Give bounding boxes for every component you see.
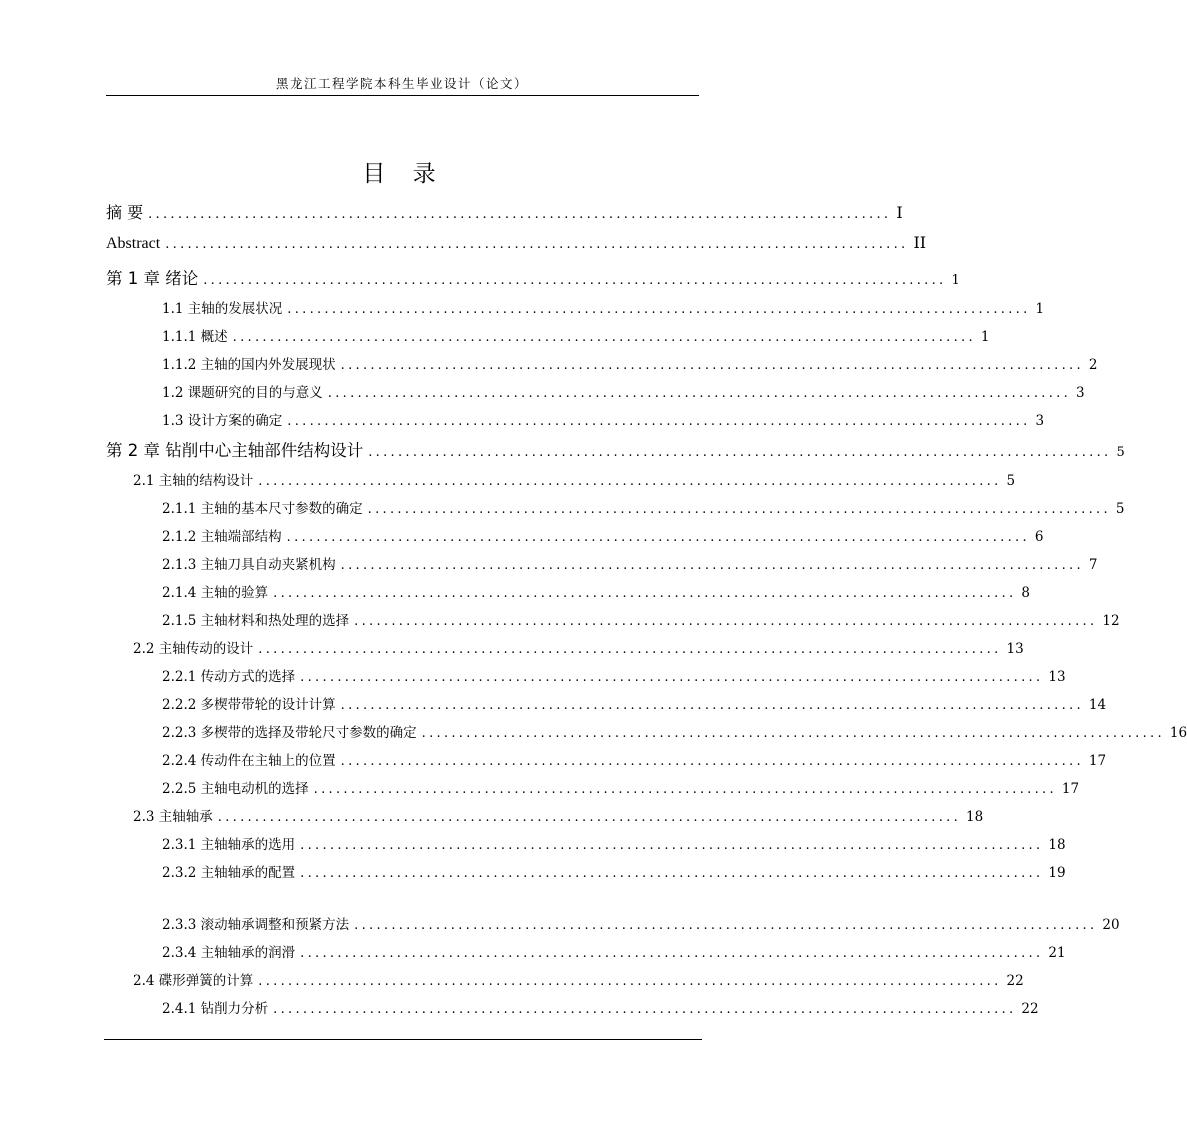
toc-entry-page: 14: [1088, 697, 1107, 713]
toc-entry-1-3[interactable]: [162, 409, 1045, 429]
toc-entry-page: 17: [1061, 781, 1080, 797]
toc-entry-2-4-1[interactable]: [162, 997, 1039, 1017]
toc-leader-dots: ....................................................................................................: [368, 445, 1112, 460]
toc-entry-page: 5: [1115, 501, 1125, 517]
toc-entry-2-1-5[interactable]: [162, 609, 1120, 629]
toc-entry-2-2[interactable]: [133, 637, 1024, 657]
toc-entry-2-1-3[interactable]: [162, 553, 1098, 573]
toc-entry-2-3-1[interactable]: [162, 833, 1066, 853]
toc-entry-page: 12: [1102, 613, 1120, 629]
toc-leader-dots: ....................................................................................................: [340, 754, 1084, 769]
toc-entry-page: 13: [1006, 641, 1024, 657]
running-header: 黑龙江工程学院本科生毕业设计（论文）: [275, 76, 528, 91]
toc-entry-label: 1.3 设计方案的确定: [162, 413, 283, 429]
toc-entry-page: 16: [1169, 725, 1187, 741]
toc-entry-page: 5: [1006, 473, 1016, 489]
toc-entry-page: 22: [1021, 1001, 1039, 1017]
toc-entry-2-2-3[interactable]: [162, 721, 1187, 741]
toc-leader-dots: ....................................................................................................: [313, 782, 1057, 797]
toc-entry-2-3-3[interactable]: [162, 913, 1120, 933]
toc-entry-page: 13: [1048, 669, 1066, 685]
toc-entry-label: 1.1 主轴的发展状况: [162, 301, 283, 317]
toc-leader-dots: ....................................................................................................: [165, 237, 909, 252]
toc-entry-page: I: [896, 203, 903, 222]
toc-leader-dots: ....................................................................................................: [258, 474, 1002, 489]
toc-entry-page: 20: [1102, 917, 1120, 933]
toc-leader-dots: ....................................................................................................: [287, 414, 1031, 429]
toc-entry-label: 2.2.5 主轴电动机的选择: [162, 781, 309, 797]
toc-entry-label: 2.1.5 主轴材料和热处理的选择: [162, 613, 350, 629]
toc-entry-page: 1: [951, 273, 960, 288]
toc-entry-label: 1.2 课题研究的目的与意义: [162, 385, 323, 401]
toc-entry-2-3-2[interactable]: [162, 861, 1066, 881]
toc-entry-label: 2.2.2 多楔带带轮的设计计算: [162, 697, 336, 713]
toc-entry-2-4[interactable]: [133, 969, 1024, 989]
toc-entry-label: 2.3.1 主轴轴承的选用: [162, 837, 296, 853]
toc-entry-page: 21: [1048, 945, 1066, 961]
toc-entry-page: 7: [1088, 557, 1098, 573]
toc-entry-page: 1: [980, 329, 990, 345]
toc-leader-dots: ....................................................................................................: [217, 810, 961, 825]
footer-rule: [104, 1039, 702, 1040]
toc-entry-page: 17: [1088, 753, 1107, 769]
toc-entry-label: 2.1 主轴的结构设计: [133, 473, 254, 489]
toc-entry-page: 18: [1048, 837, 1066, 853]
toc-leader-dots: ....................................................................................................: [286, 530, 1030, 545]
toc-entry-page: 3: [1076, 385, 1085, 401]
toc-leader-dots: ....................................................................................................: [273, 586, 1017, 601]
toc-leader-dots: ....................................................................................................: [340, 558, 1084, 573]
toc-entry-page: 1: [1035, 301, 1045, 317]
toc-leader-dots: ....................................................................................................: [300, 866, 1044, 881]
toc-entry-page: 19: [1048, 865, 1066, 881]
toc-entry-label: 2.2.1 传动方式的选择: [162, 669, 296, 685]
toc-entry-label: 2.3.3 滚动轴承调整和预紧方法: [162, 917, 350, 933]
toc-leader-dots: ....................................................................................................: [340, 698, 1084, 713]
toc-entry-page: II: [913, 233, 927, 252]
toc-entry-label: 第 1 章 绪论: [106, 269, 199, 288]
toc-entry-page: 18: [966, 809, 984, 825]
toc-entry-label: 2.2.4 传动件在主轴上的位置: [162, 753, 336, 769]
toc-leader-dots: ....................................................................................................: [367, 502, 1111, 517]
toc-entry-label: 2.1.2 主轴端部结构: [162, 529, 282, 545]
toc-entry-label: 2.3.4 主轴轴承的润滑: [162, 945, 296, 961]
toc-entry-label: 1.1.1 概述: [162, 329, 228, 345]
toc-entry-page: 2: [1088, 357, 1098, 373]
toc-entry-1-1[interactable]: [162, 297, 1045, 317]
toc-entry-label: 2.3.2 主轴轴承的配置: [162, 865, 296, 881]
toc-leader-dots: ....................................................................................................: [287, 302, 1031, 317]
toc-entry-chapter-2[interactable]: [106, 437, 1125, 461]
toc-leader-dots: ....................................................................................................: [203, 273, 947, 288]
toc-leader-dots: ....................................................................................................: [354, 918, 1098, 933]
toc-entry-page: 6: [1034, 529, 1044, 545]
toc-entry-label: 2.1.1 主轴的基本尺寸参数的确定: [162, 501, 363, 517]
toc-entry-2-2-2[interactable]: [162, 693, 1107, 713]
toc-leader-dots: ....................................................................................................: [273, 1002, 1017, 1017]
toc-entry-label: 2.1.4 主轴的验算: [162, 585, 269, 601]
toc-leader-dots: ....................................................................................................: [300, 946, 1044, 961]
toc-entry-2-1[interactable]: [133, 469, 1016, 489]
toc-entry-chapter-1[interactable]: [106, 265, 960, 289]
toc-entry-2-2-1[interactable]: [162, 665, 1066, 685]
toc-entry-label: 2.4.1 钻削力分析: [162, 1001, 269, 1017]
toc-entry-2-3-4[interactable]: [162, 941, 1066, 961]
toc-entry-abstract-en[interactable]: [106, 233, 927, 253]
toc-title: 目 录: [362, 161, 446, 187]
toc-entry-label: 2.2.3 多楔带的选择及带轮尺寸参数的确定: [162, 725, 417, 741]
toc-leader-dots: ....................................................................................................: [327, 386, 1071, 401]
toc-entry-2-1-4[interactable]: [162, 581, 1030, 601]
toc-entry-label: 2.3 主轴轴承: [133, 809, 213, 825]
toc-entry-abstract-cn[interactable]: [106, 200, 903, 223]
toc-entry-label: 摘 要: [106, 203, 144, 222]
toc-entry-page: 5: [1116, 445, 1125, 460]
toc-leader-dots: ....................................................................................................: [300, 670, 1044, 685]
toc-entry-1-2[interactable]: [162, 381, 1085, 401]
toc-entry-page: 22: [1006, 973, 1024, 989]
toc-entry-page: 3: [1035, 413, 1045, 429]
toc-leader-dots: ....................................................................................................: [258, 974, 1002, 989]
toc-leader-dots: ....................................................................................................: [148, 207, 892, 222]
toc-entry-1-1-2[interactable]: [162, 353, 1098, 373]
toc-leader-dots: ....................................................................................................: [258, 642, 1002, 657]
toc-entry-2-3[interactable]: [133, 805, 984, 825]
header-rule: [106, 95, 699, 96]
toc-entry-label: 2.4 碟形弹簧的计算: [133, 973, 254, 989]
toc-entry-label: 2.1.3 主轴刀具自动夹紧机构: [162, 557, 336, 573]
toc-entry-label: 第 2 章 钻削中心主轴部件结构设计: [106, 441, 364, 460]
toc-entry-page: 8: [1021, 585, 1030, 601]
toc-entry-label: 2.2 主轴传动的设计: [133, 641, 254, 657]
toc-entry-2-1-2[interactable]: [162, 525, 1044, 545]
toc-entry-2-1-1[interactable]: [162, 497, 1125, 517]
toc-entry-label: 1.1.2 主轴的国内外发展现状: [162, 357, 336, 373]
toc-entry-2-2-5[interactable]: [162, 777, 1080, 797]
toc-entry-2-2-4[interactable]: [162, 749, 1107, 769]
toc-entry-label: Abstract: [106, 235, 161, 252]
toc-entry-1-1-1[interactable]: [162, 325, 990, 345]
toc-leader-dots: ....................................................................................................: [354, 614, 1098, 629]
toc-leader-dots: ....................................................................................................: [340, 358, 1084, 373]
toc-leader-dots: ....................................................................................................: [421, 726, 1165, 741]
toc-leader-dots: ....................................................................................................: [300, 838, 1044, 853]
toc-leader-dots: ....................................................................................................: [232, 330, 976, 345]
